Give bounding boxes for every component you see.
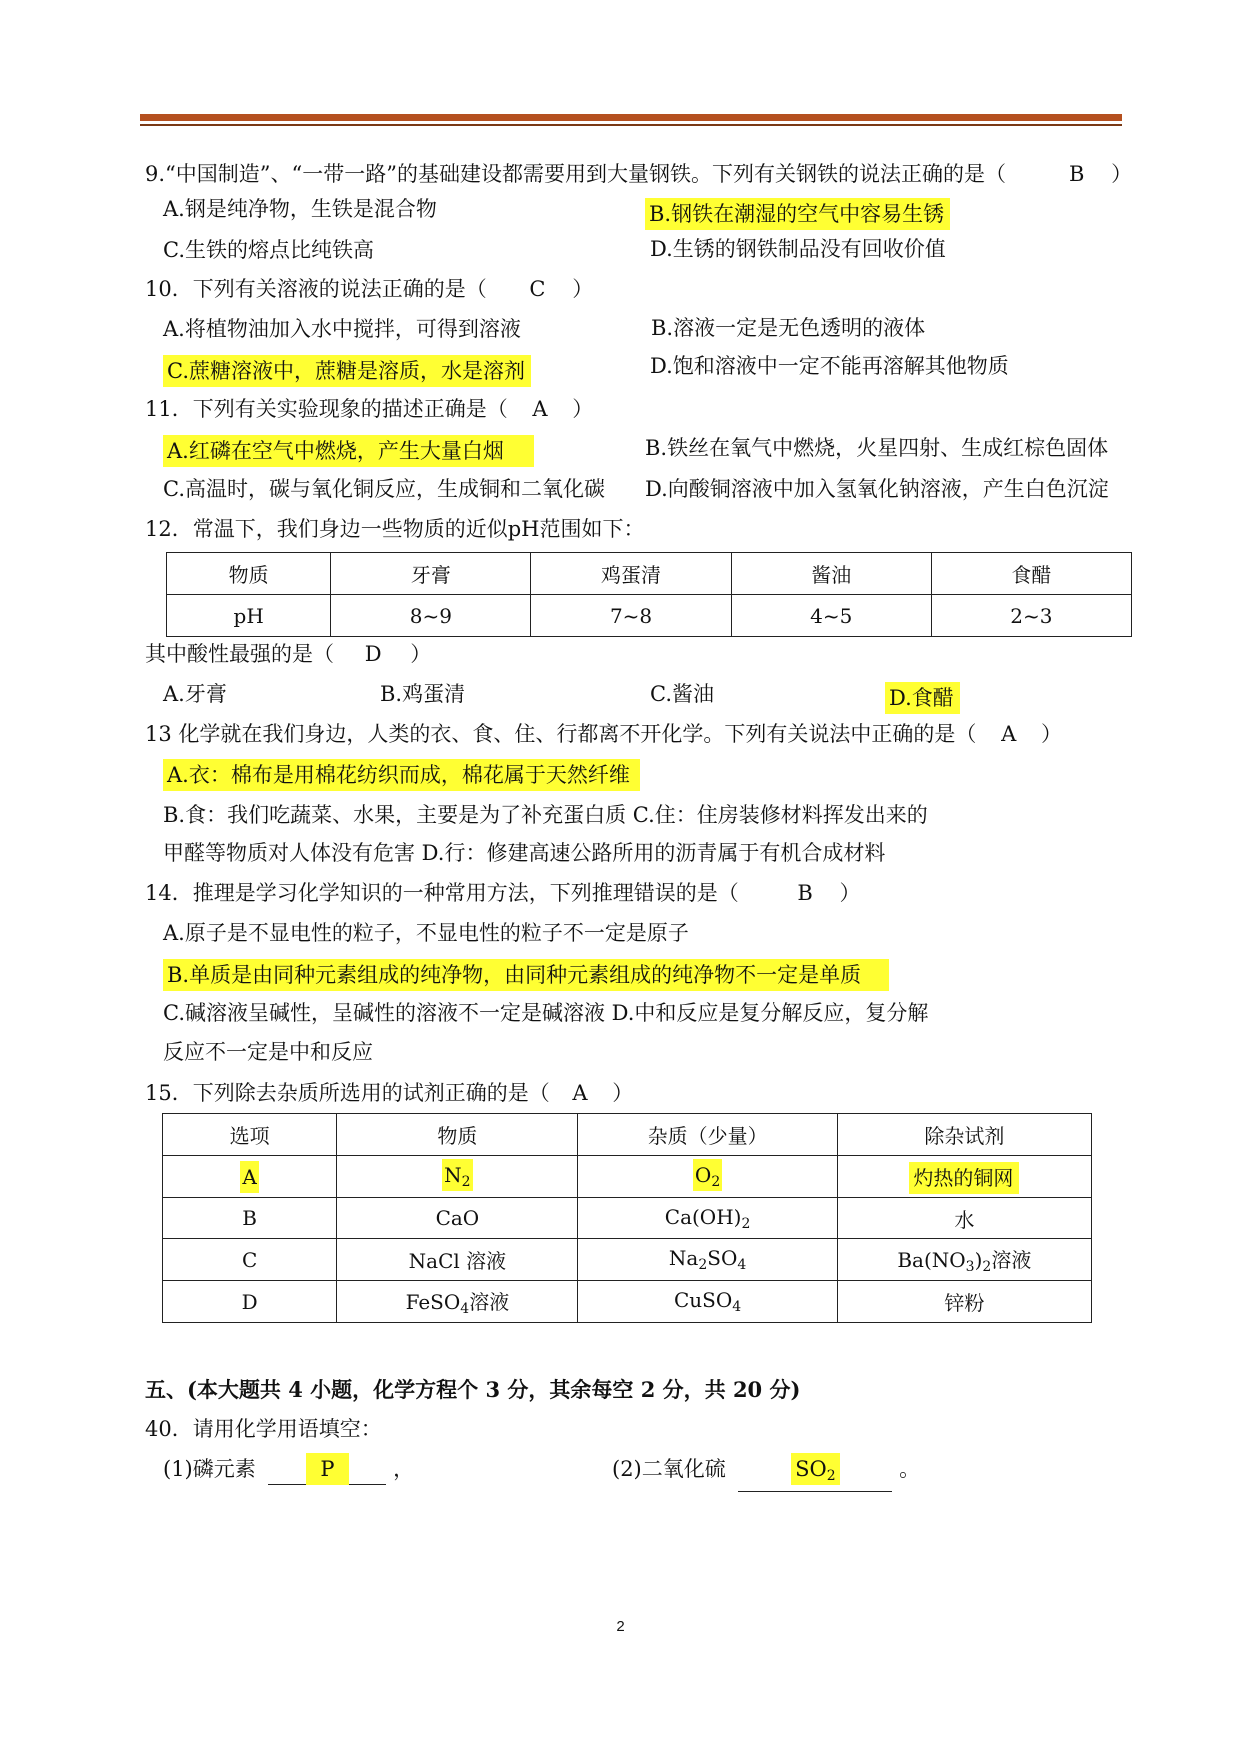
impurity-table-cell: 锌粉 [837, 1281, 1091, 1323]
ph-table-header-cell: 鸡蛋清 [531, 553, 731, 595]
impurity-table-cell: C [163, 1239, 337, 1281]
impurity-table-row [163, 1156, 1092, 1198]
ph-table-cell: 8~9 [331, 595, 531, 637]
q14-option-b: B.单质是由同种元素组成的纯净物，由同种元素组成的纯净物不一定是单质 [163, 960, 889, 990]
q12-option-c: C.酱油 [650, 682, 714, 706]
ph-table-header-row [167, 553, 1132, 595]
impurity-table-header-cell: 杂质（少量） [578, 1114, 837, 1156]
q12-stem: 12．常温下，我们身边一些物质的近似pH范围如下： [145, 517, 645, 541]
q11-option-c: C.高温时，碳与氧化铜反应，生成铜和二氧化碳 [163, 477, 605, 501]
q40-part-1: (1)磷元素 P ， [163, 1454, 414, 1485]
q10-option-d: D.饱和溶液中一定不能再溶解其他物质 [650, 354, 1009, 378]
q11-option-d: D.向酸铜溶液中加入氢氧化钠溶液，产生白色沉淀 [645, 477, 1109, 501]
q11-option-a: A.红磷在空气中燃烧，产生大量白烟 [163, 436, 534, 466]
ph-table-cell: 7~8 [531, 595, 731, 637]
q13-answer: A [1001, 722, 1017, 746]
q13-stem: 13 化学就在我们身边，人类的衣、食、住、行都离不开化学。下列有关说法中正确的是（ A ） [145, 719, 1062, 749]
q40-blank-2: $SO_2$ [738, 1454, 892, 1492]
impurity-table-header-row [163, 1114, 1092, 1156]
q12-option-b: B.鸡蛋清 [380, 682, 466, 706]
q9-answer-area: B ） [1069, 159, 1132, 189]
impurity-table-cell: A [163, 1156, 337, 1198]
q13-line-2: B.食：我们吃蔬菜、水果，主要是为了补充蛋白质 C.住：住房装修材料挥发出来的 [163, 803, 928, 827]
impurity-table-cell: $Ca(OH)_2$ [578, 1198, 837, 1239]
q9-option-b: B.钢铁在潮湿的空气中容易生锈 [645, 199, 950, 229]
impurity-table-cell: $Na_2SO_4$ [578, 1239, 837, 1281]
impurity-table-cell: CaO [337, 1198, 578, 1239]
impurity-table-cell: 灼热的铜网 [837, 1156, 1091, 1198]
impurity-table-row [163, 1198, 1092, 1239]
section-5-title: 五、(本大题共 4 小题，化学方程个 3 分，其余每空 2 分，共 20 分) [145, 1377, 801, 1402]
impurity-table-cell: FeSO$_4$溶液 [337, 1281, 578, 1323]
header-rule-shadow [140, 124, 1122, 126]
ph-table-cell: pH [167, 595, 331, 637]
q10-option-b: B.溶液一定是无色透明的液体 [651, 316, 926, 340]
q12-option-d: D.食醋 [885, 683, 960, 713]
q11-stem: 11．下列有关实验现象的描述正确是（ A ） [145, 394, 593, 424]
q14-option-a: A.原子是不显电性的粒子，不显电性的粒子不一定是原子 [163, 921, 689, 945]
q13-line-3: 甲醛等物质对人体没有危害 D.行：修建高速公路所用的沥青属于有机合成材料 [163, 841, 886, 865]
q10-option-c: C.蔗糖溶液中，蔗糖是溶质，水是溶剂 [163, 356, 531, 386]
q13-option-a: A.衣：棉布是用棉花纺织而成，棉花属于天然纤维 [163, 760, 640, 790]
ph-table [166, 552, 1132, 637]
ph-table-header-cell: 牙膏 [331, 553, 531, 595]
q11-option-b: B.铁丝在氧气中燃烧，火星四射、生成红棕色固体 [645, 436, 1109, 460]
q9-answer: B [1069, 162, 1085, 186]
q12-answer: D [364, 642, 382, 666]
q14-line-4: 反应不一定是中和反应 [163, 1040, 373, 1064]
impurity-table-cell: D [163, 1281, 337, 1323]
q12-option-a: A.牙膏 [163, 682, 227, 706]
q10-answer: C [529, 277, 546, 301]
impurity-table-row [163, 1239, 1092, 1281]
q9-option-a: A.钢是纯净物，生铁是混合物 [163, 197, 437, 221]
ph-table-row [167, 595, 1132, 637]
ph-table-cell: 2~3 [931, 595, 1131, 637]
impurity-table-cell: 水 [837, 1198, 1091, 1239]
impurity-table-header-cell: 选项 [163, 1114, 337, 1156]
q14-answer: B [797, 881, 813, 905]
ph-table-header-cell: 食醋 [931, 553, 1131, 595]
q15-answer: A [572, 1081, 588, 1105]
header-rule [140, 114, 1122, 121]
impurity-table-cell: $O_2$ [578, 1156, 837, 1198]
impurity-table-cell: $Ba(NO_3)_2$溶液 [837, 1239, 1091, 1281]
q40-part-2: (2)二氧化硫 $SO_2$ 。 [612, 1454, 920, 1492]
ph-table-header-cell: 物质 [167, 553, 331, 595]
q10-option-a: A.将植物油加入水中搅拌，可得到溶液 [163, 317, 521, 341]
ph-table-cell: 4~5 [731, 595, 931, 637]
impurity-table-cell: NaCl 溶液 [337, 1239, 578, 1281]
impurity-table-cell: CuSO$_4$ [578, 1281, 837, 1323]
q9-option-d: D.生锈的钢铁制品没有回收价值 [650, 237, 946, 261]
q40-blank-1: P [268, 1454, 386, 1485]
q9-option-c: C.生铁的熔点比纯铁高 [163, 238, 374, 262]
q14-stem: 14．推理是学习化学知识的一种常用方法，下列推理错误的是（ B ） [145, 878, 861, 908]
impurity-table-header-cell: 除杂试剂 [837, 1114, 1091, 1156]
q14-line-3: C.碱溶液呈碱性，呈碱性的溶液不一定是碱溶液 D.中和反应是复分解反应，复分解 [163, 1001, 929, 1025]
impurity-table-cell: B [163, 1198, 337, 1239]
ph-table-header-cell: 酱油 [731, 553, 931, 595]
q9-stem: 9.“中国制造”、“一带一路”的基础建设都需要用到大量钢铁。下列有关钢铁的说法正确的是（ [145, 162, 1006, 186]
q11-answer: A [532, 397, 548, 421]
impurity-table-cell: $N_2$ [337, 1156, 578, 1198]
q15-stem: 15．下列除去杂质所选用的试剂正确的是（ A ） [145, 1078, 633, 1108]
impurity-table-row [163, 1281, 1092, 1323]
impurity-table [162, 1113, 1092, 1323]
impurity-table-header-cell: 物质 [337, 1114, 578, 1156]
q10-stem: 10．下列有关溶液的说法正确的是（ C ） [145, 274, 593, 304]
q12-question: 其中酸性最强的是（ D ） [145, 639, 431, 669]
q40-stem: 40．请用化学用语填空： [145, 1417, 382, 1441]
page-number: 2 [616, 1618, 625, 1635]
